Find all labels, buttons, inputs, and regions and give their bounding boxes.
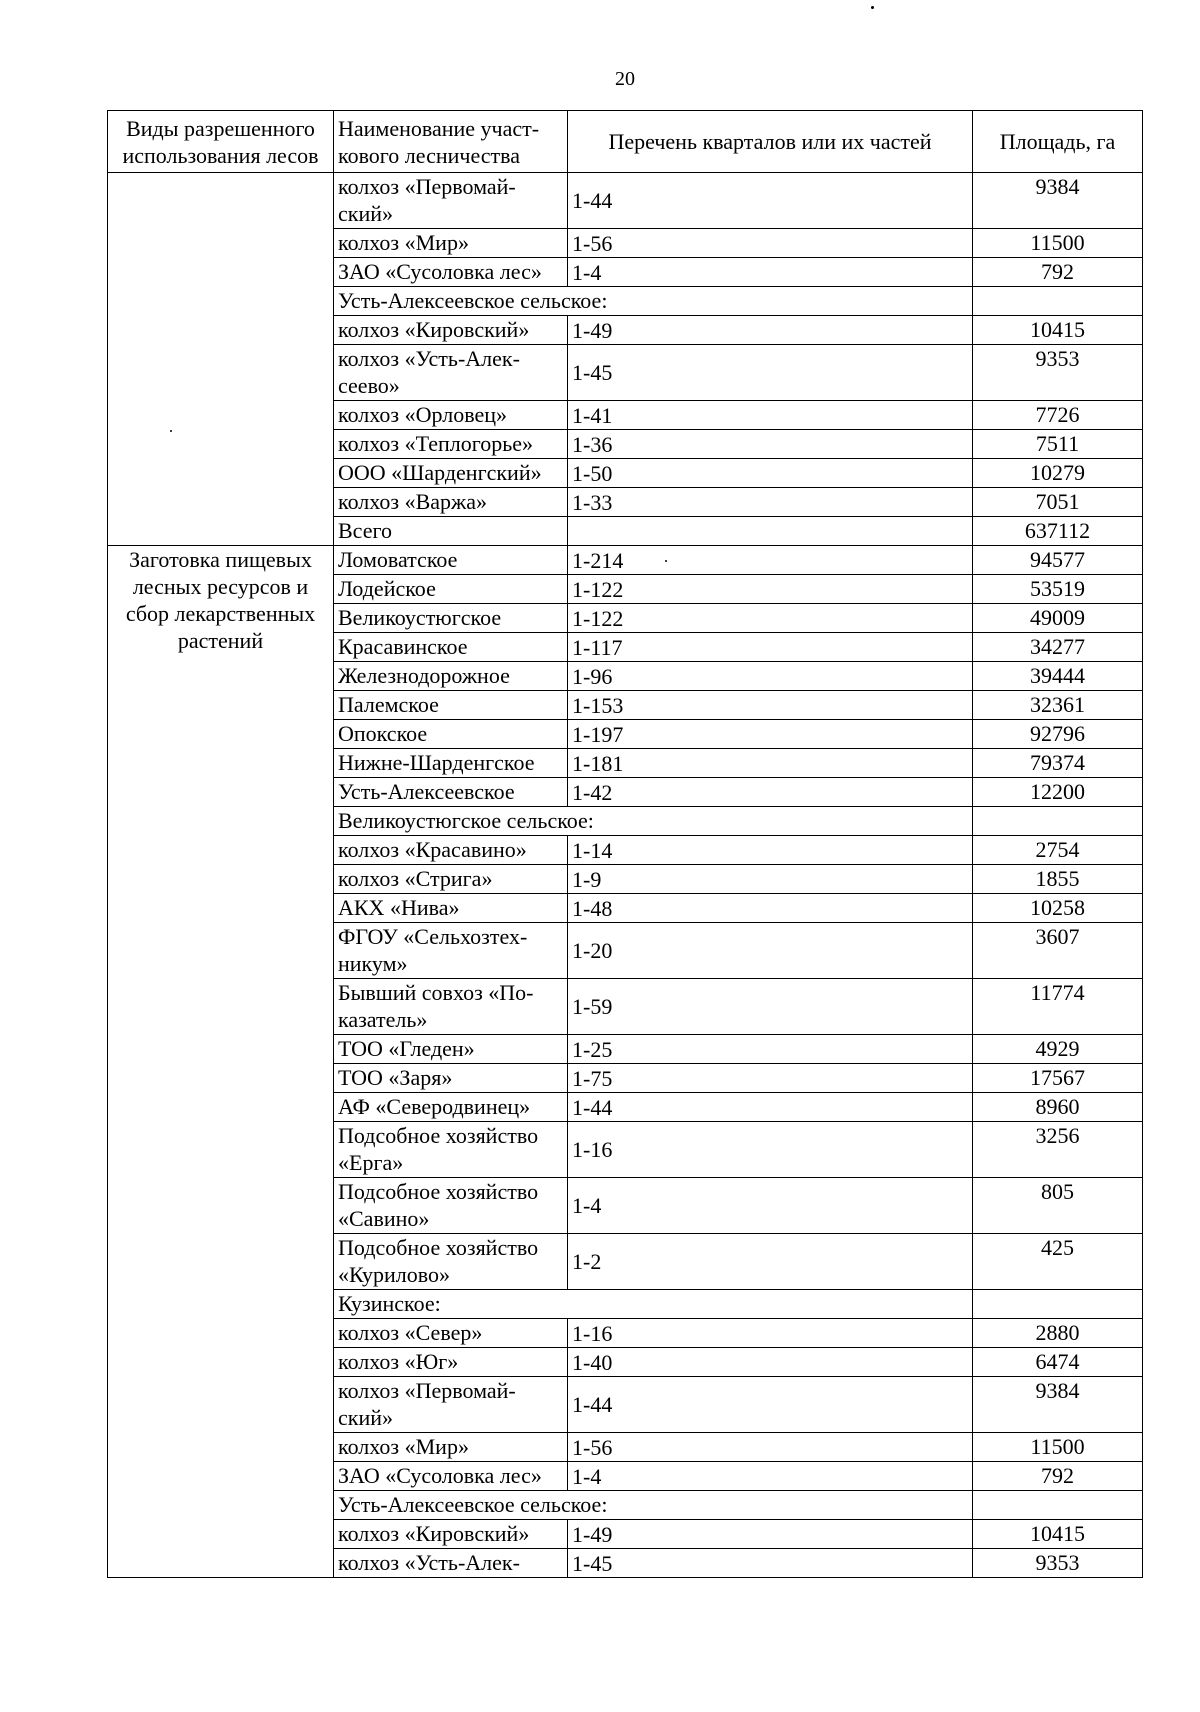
area-cell: 12200 [973, 778, 1143, 807]
area-cell: 11500 [973, 229, 1143, 258]
quarters-cell: 1-44 [568, 1093, 973, 1122]
area-cell: 9353 [973, 1549, 1143, 1578]
area-cell [973, 1491, 1143, 1520]
quarters-cell: 1-4 [568, 1178, 973, 1234]
area-cell: 32361 [973, 691, 1143, 720]
forestry-name-line: Бывший совхоз «По- [338, 980, 534, 1005]
area-cell: 53519 [973, 575, 1143, 604]
area-cell: 94577 [973, 546, 1143, 575]
area-cell: 805 [973, 1178, 1143, 1234]
area-cell: 34277 [973, 633, 1143, 662]
table-row [108, 546, 1143, 575]
header-forestry-name-line: Наименование участ- [338, 115, 540, 141]
table-header-row [108, 111, 1143, 173]
forestry-name-cell: Нижне-Шарденгское [334, 749, 568, 778]
area-cell: 11774 [973, 979, 1143, 1035]
section-heading: Усть-Алексеевское сельское: [334, 1491, 973, 1520]
area-cell: 792 [973, 258, 1143, 287]
quarters-cell: 1-44 [568, 173, 973, 229]
area-cell: 2754 [973, 836, 1143, 865]
use-type-line: лесных ресурсов и [132, 574, 309, 599]
forestry-name-cell: колхоз «Мир» [334, 229, 568, 258]
forestry-name-cell: Железнодорожное [334, 662, 568, 691]
forestry-name-line: сеево» [338, 373, 400, 398]
header-forestry-name [334, 111, 568, 173]
forestry-name-line: Подсобное хозяйство [338, 1179, 539, 1204]
area-cell: 7051 [973, 488, 1143, 517]
quarters-cell: 1-4 [568, 1462, 973, 1491]
quarters-cell: 1-45 [568, 345, 973, 401]
area-cell: 6474 [973, 1348, 1143, 1377]
area-cell: 79374 [973, 749, 1143, 778]
quarters-cell: 1-16 [568, 1319, 973, 1348]
section-heading: Кузинское: [334, 1290, 973, 1319]
area-cell: 1855 [973, 865, 1143, 894]
area-cell: 4929 [973, 1035, 1143, 1064]
quarters-cell: 1-25 [568, 1035, 973, 1064]
forestry-name-cell: колхоз «Варжа» [334, 488, 568, 517]
forestry-name-cell: Опокское [334, 720, 568, 749]
quarters-cell: 1-4 [568, 258, 973, 287]
forestry-name-cell: колхоз «Усть-Алек- [334, 1549, 568, 1578]
forestry-name-cell: Ломоватское [334, 546, 568, 575]
area-cell: 637112 [973, 517, 1143, 546]
area-cell: 792 [973, 1462, 1143, 1491]
page-number: 20 [615, 68, 635, 90]
forestry-name-cell: Усть-Алексеевское [334, 778, 568, 807]
quarters-cell: 1-48 [568, 894, 973, 923]
area-cell: 17567 [973, 1064, 1143, 1093]
area-cell: 3607 [973, 923, 1143, 979]
quarters-cell: 1-75 [568, 1064, 973, 1093]
use-type-line: сбор лекарственных [125, 601, 316, 626]
area-cell: 11500 [973, 1433, 1143, 1462]
quarters-cell: 1-214 [568, 546, 973, 575]
area-cell [973, 1290, 1143, 1319]
use-type-cell [108, 546, 334, 1578]
quarters-cell: 1-9 [568, 865, 973, 894]
forestry-name-line: «Ерга» [338, 1150, 404, 1175]
quarters-cell: 1-16 [568, 1122, 973, 1178]
forestry-name-line: никум» [338, 951, 408, 976]
forestry-name-cell: колхоз «Кировский» [334, 316, 568, 345]
forestry-name-cell [334, 1122, 568, 1178]
forestry-name-cell: Лодейское [334, 575, 568, 604]
quarters-cell [568, 517, 973, 546]
forestry-name-line: «Савино» [338, 1206, 430, 1231]
section-heading: Усть-Алексеевское сельское: [334, 287, 973, 316]
forestry-name-cell: колхоз «Красавино» [334, 836, 568, 865]
header-quarters: Перечень кварталов или их частей [568, 111, 973, 173]
area-cell: 9384 [973, 173, 1143, 229]
forestry-name-cell: колхоз «Мир» [334, 1433, 568, 1462]
forestry-name-line: ФГОУ «Сельхозтех- [338, 924, 528, 949]
forestry-name-cell: АФ «Северодвинец» [334, 1093, 568, 1122]
forestry-name-cell: колхоз «Юг» [334, 1348, 568, 1377]
quarters-cell: 1-50 [568, 459, 973, 488]
forestry-name-cell: Великоустюгское [334, 604, 568, 633]
quarters-cell: 1-42 [568, 778, 973, 807]
forestry-name-line: «Курилово» [338, 1262, 451, 1287]
scan-speck [871, 6, 874, 9]
forest-use-table [107, 110, 1143, 1578]
area-cell: 49009 [973, 604, 1143, 633]
header-area: Площадь, га [973, 111, 1143, 173]
area-cell: 9353 [973, 345, 1143, 401]
area-cell: 39444 [973, 662, 1143, 691]
quarters-cell: 1-33 [568, 488, 973, 517]
forestry-name-cell [334, 1377, 568, 1433]
quarters-cell: 1-49 [568, 316, 973, 345]
area-cell: 10415 [973, 1520, 1143, 1549]
quarters-cell: 1-20 [568, 923, 973, 979]
forestry-name-line: ский» [338, 201, 393, 226]
quarters-cell: 1-2 [568, 1234, 973, 1290]
quarters-cell: 1-59 [568, 979, 973, 1035]
quarters-cell: 1-96 [568, 662, 973, 691]
forestry-name-cell: колхоз «Север» [334, 1319, 568, 1348]
forestry-name-line: Подсобное хозяйство [338, 1235, 539, 1260]
forestry-name-cell [334, 979, 568, 1035]
forestry-name-cell: ЗАО «Сусоловка лес» [334, 258, 568, 287]
forestry-name-line: колхоз «Усть-Алек- [338, 346, 520, 371]
area-cell: 3256 [973, 1122, 1143, 1178]
section-heading: Великоустюгское сельское: [334, 807, 973, 836]
area-cell: 425 [973, 1234, 1143, 1290]
area-cell: 10258 [973, 894, 1143, 923]
forestry-name-cell: Всего [334, 517, 568, 546]
forestry-name-cell [334, 1234, 568, 1290]
use-type-line: Заготовка пищевых [129, 547, 312, 572]
forestry-name-cell: ТОО «Заря» [334, 1064, 568, 1093]
quarters-cell: 1-44 [568, 1377, 973, 1433]
quarters-cell: 1-181 [568, 749, 973, 778]
header-use-type-line: использования лесов [122, 142, 319, 168]
quarters-cell: 1-36 [568, 430, 973, 459]
forestry-name-cell [334, 345, 568, 401]
forestry-name-line: колхоз «Первомай- [338, 174, 516, 199]
use-type-cell [108, 173, 334, 546]
forestry-name-cell: ООО «Шарденгский» [334, 459, 568, 488]
quarters-cell: 1-41 [568, 401, 973, 430]
forestry-name-cell: Палемское [334, 691, 568, 720]
forestry-name-line: казатель» [338, 1007, 428, 1032]
quarters-cell: 1-56 [568, 1433, 973, 1462]
forestry-name-cell [334, 1178, 568, 1234]
forestry-name-cell: АКХ «Нива» [334, 894, 568, 923]
quarters-cell: 1-153 [568, 691, 973, 720]
forestry-name-cell: колхоз «Кировский» [334, 1520, 568, 1549]
forestry-name-line: Подсобное хозяйство [338, 1123, 539, 1148]
quarters-cell: 1-122 [568, 575, 973, 604]
header-forestry-name-line: кового лесничества [338, 142, 521, 168]
forestry-name-cell: Красавинское [334, 633, 568, 662]
forestry-name-line: ский» [338, 1405, 393, 1430]
quarters-cell: 1-197 [568, 720, 973, 749]
area-cell [973, 287, 1143, 316]
use-type-line: растений [177, 628, 264, 653]
quarters-cell: 1-122 [568, 604, 973, 633]
quarters-cell: 1-49 [568, 1520, 973, 1549]
area-cell [973, 807, 1143, 836]
area-cell: 10279 [973, 459, 1143, 488]
forestry-name-line: колхоз «Первомай- [338, 1378, 516, 1403]
forestry-name-cell [334, 173, 568, 229]
quarters-cell: 1-14 [568, 836, 973, 865]
forestry-name-cell: ТОО «Гледен» [334, 1035, 568, 1064]
forestry-name-cell: колхоз «Орловец» [334, 401, 568, 430]
header-use-type [108, 111, 334, 173]
area-cell: 7726 [973, 401, 1143, 430]
area-cell: 10415 [973, 316, 1143, 345]
quarters-cell: 1-45 [568, 1549, 973, 1578]
forestry-name-cell: колхоз «Стрига» [334, 865, 568, 894]
quarters-cell: 1-117 [568, 633, 973, 662]
forestry-name-cell: колхоз «Теплогорье» [334, 430, 568, 459]
area-cell: 8960 [973, 1093, 1143, 1122]
quarters-cell: 1-56 [568, 229, 973, 258]
area-cell: 7511 [973, 430, 1143, 459]
quarters-cell: 1-40 [568, 1348, 973, 1377]
table-row [108, 173, 1143, 229]
forestry-name-cell [334, 923, 568, 979]
area-cell: 2880 [973, 1319, 1143, 1348]
area-cell: 9384 [973, 1377, 1143, 1433]
area-cell: 92796 [973, 720, 1143, 749]
forestry-name-cell: ЗАО «Сусоловка лес» [334, 1462, 568, 1491]
header-use-type-line: Виды разрешенного [126, 115, 315, 141]
